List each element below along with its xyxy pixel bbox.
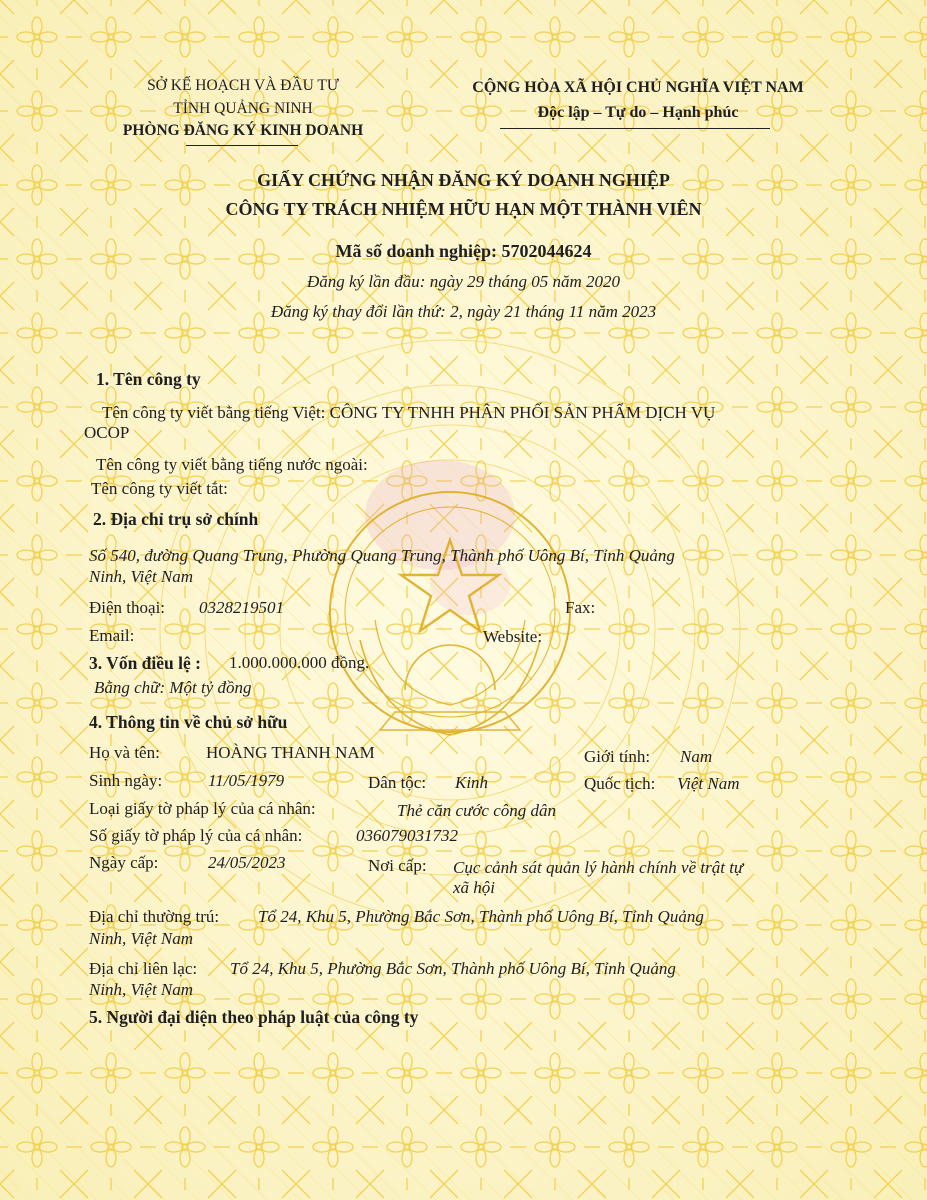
head-office-address-line-2: Ninh, Việt Nam <box>89 567 194 586</box>
id-type-label: Loại giấy tờ pháp lý của cá nhân: <box>89 799 316 818</box>
section-5-heading: 5. Người đại diện theo pháp luật của công ty <box>89 1007 419 1027</box>
contact-address-label: Địa chỉ liên lạc: <box>89 959 198 978</box>
charter-capital-in-words: Bằng chữ: Một tỷ đồng <box>94 678 252 697</box>
issue-place-line-2: xã hội <box>453 878 496 897</box>
fax-label: Fax: <box>565 598 596 617</box>
certificate-title: GIẤY CHỨNG NHẬN ĐĂNG KÝ DOANH NGHIỆP <box>257 170 670 190</box>
issue-date-label: Ngày cấp: <box>89 853 159 872</box>
phone-label: Điện thoại: <box>89 598 166 617</box>
section-1-heading: 1. Tên công ty <box>96 369 201 389</box>
issuer-line-3: PHÒNG ĐĂNG KÝ KINH DOANH <box>122 122 364 139</box>
contact-address-line-1: Tổ 24, Khu 5, Phường Bắc Sơn, Thành phố Uông Bí, Tỉnh Quảng <box>230 959 676 978</box>
ethnicity-value: Kinh <box>455 773 489 792</box>
id-type-value: Thẻ căn cước công dân <box>397 801 557 820</box>
permanent-address-label: Địa chỉ thường trú: <box>89 907 220 926</box>
permanent-address-line-1: Tổ 24, Khu 5, Phường Bắc Sơn, Thành phố Uông Bí, Tỉnh Quảng <box>258 907 704 926</box>
birth-date-value: 11/05/1979 <box>208 771 285 790</box>
company-type-title: CÔNG TY TRÁCH NHIỆM HỮU HẠN MỘT THÀNH VIÊN <box>225 199 702 219</box>
company-short-name-label: Tên công ty viết tắt: <box>91 479 228 498</box>
issue-place-label: Nơi cấp: <box>368 856 427 875</box>
motto-underline <box>500 128 770 129</box>
company-name-vietnamese-line-2: OCOP <box>84 423 130 442</box>
owner-name-label: Họ và tên: <box>89 743 160 762</box>
birth-date-label: Sinh ngày: <box>89 771 163 790</box>
national-motto: Độc lập – Tự do – Hạnh phúc <box>537 104 739 121</box>
email-label: Email: <box>89 626 135 645</box>
id-number-value: 036079031732 <box>356 826 458 845</box>
change-registration-date: Đăng ký thay đổi lần thứ: 2, ngày 21 tháng 11 năm 2023 <box>270 302 657 321</box>
nationality-label: Quốc tịch: <box>584 774 656 793</box>
company-name-vietnamese-line-1: Tên công ty viết bằng tiếng Việt: CÔNG TY TNHH PHÂN PHỐI SẢN PHẨM DỊCH VỤ <box>102 403 716 422</box>
issuer-line-1: SỞ KẾ HOẠCH VÀ ĐẦU TƯ <box>147 77 339 94</box>
issue-place-line-1: Cục cảnh sát quản lý hành chính về trật tự <box>453 858 744 877</box>
issuer-line-2: TỈNH QUẢNG NINH <box>173 100 313 117</box>
first-registration-date: Đăng ký lần đầu: ngày 29 tháng 05 năm 2020 <box>306 272 621 291</box>
website-label: Website: <box>483 627 543 646</box>
head-office-address-line-1: Số 540, đường Quang Trung, Phường Quang Trung, Thành phố Uông Bí, Tỉnh Quảng <box>89 546 675 565</box>
issuer-underline <box>186 145 298 146</box>
gender-label: Giới tính: <box>584 747 651 766</box>
issue-date-value: 24/05/2023 <box>208 853 286 872</box>
national-title: CỘNG HÒA XÃ HỘI CHỦ NGHĨA VIỆT NAM <box>472 79 804 96</box>
permanent-address-line-2: Ninh, Việt Nam <box>89 929 194 948</box>
gender-value: Nam <box>680 747 713 766</box>
section-2-heading: 2. Địa chỉ trụ sở chính <box>93 509 259 529</box>
nationality-value: Việt Nam <box>677 774 740 793</box>
section-4-heading: 4. Thông tin về chủ sở hữu <box>89 712 288 732</box>
enterprise-code: Mã số doanh nghiệp: 5702044624 <box>335 241 592 261</box>
phone-value: 0328219501 <box>199 598 284 617</box>
id-number-label: Số giấy tờ pháp lý của cá nhân: <box>89 826 303 845</box>
section-3-heading: 3. Vốn điều lệ : <box>89 653 201 673</box>
charter-capital-value: 1.000.000.000 đồng. <box>229 653 370 672</box>
owner-name-value: HOÀNG THANH NAM <box>206 743 375 762</box>
company-name-foreign-label: Tên công ty viết bằng tiếng nước ngoài: <box>96 455 368 474</box>
contact-address-line-2: Ninh, Việt Nam <box>89 980 194 999</box>
ethnicity-label: Dân tộc: <box>368 773 427 792</box>
